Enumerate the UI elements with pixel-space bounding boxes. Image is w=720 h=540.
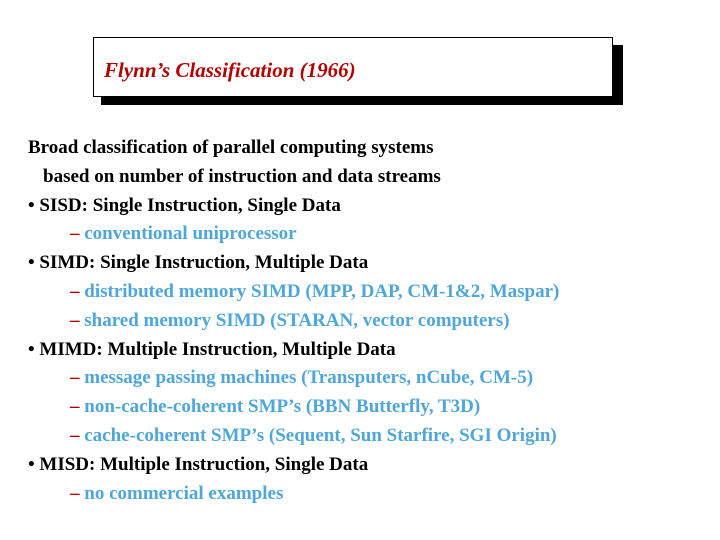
bullet-label: SIMD: Single Instruction, Multiple Data xyxy=(39,252,369,274)
bullet-item xyxy=(28,249,720,278)
sub-item xyxy=(28,393,720,422)
sub-item-text: distributed memory SIMD (MPP, DAP, CM-1&2, Maspar) xyxy=(84,280,560,302)
sub-item xyxy=(28,278,720,307)
slide-title: Flynn’s Classification (1966) xyxy=(104,58,356,82)
dash-marker: – xyxy=(70,280,80,302)
bullet-marker: • xyxy=(28,194,35,216)
bullet-label: SISD: Single Instruction, Single Data xyxy=(39,194,341,216)
bullet-marker: • xyxy=(28,338,35,360)
sub-item-text: no commercial examples xyxy=(84,482,284,504)
bullet-marker: • xyxy=(28,252,35,274)
dash-marker: – xyxy=(70,223,80,245)
bullet-label: MIMD: Multiple Instruction, Multiple Data xyxy=(39,338,396,360)
bullet-marker: • xyxy=(28,453,35,475)
sub-item-text: non-cache-coherent SMP’s (BBN Butterfly, T3D) xyxy=(84,396,481,418)
title-box xyxy=(93,37,613,97)
bullet-item xyxy=(28,192,720,221)
sub-item xyxy=(28,364,720,393)
bullet-label: MISD: Multiple Instruction, Single Data xyxy=(39,453,369,475)
dash-marker: – xyxy=(70,367,80,389)
sub-item-text: cache-coherent SMP’s (Sequent, Sun Starfire, SGI Origin) xyxy=(84,424,557,446)
intro-line-1: Broad classification of parallel computing systems xyxy=(28,137,434,158)
slide-body xyxy=(28,134,720,508)
sub-item xyxy=(28,480,720,509)
sub-item xyxy=(28,307,720,336)
sub-item-text: message passing machines (Transputers, nCube, CM-5) xyxy=(84,367,534,389)
sub-item-text: conventional uniprocessor xyxy=(84,223,297,245)
dash-marker: – xyxy=(70,309,80,331)
intro-line-2: based on number of instruction and data streams xyxy=(43,165,441,187)
bullet-item xyxy=(28,336,720,365)
dash-marker: – xyxy=(70,424,80,446)
sub-item xyxy=(28,422,720,451)
dash-marker: – xyxy=(70,482,80,504)
bullet-item xyxy=(28,451,720,480)
dash-marker: – xyxy=(70,396,80,418)
sub-item xyxy=(28,220,720,249)
sub-item-text: shared memory SIMD (STARAN, vector computers) xyxy=(84,309,510,331)
